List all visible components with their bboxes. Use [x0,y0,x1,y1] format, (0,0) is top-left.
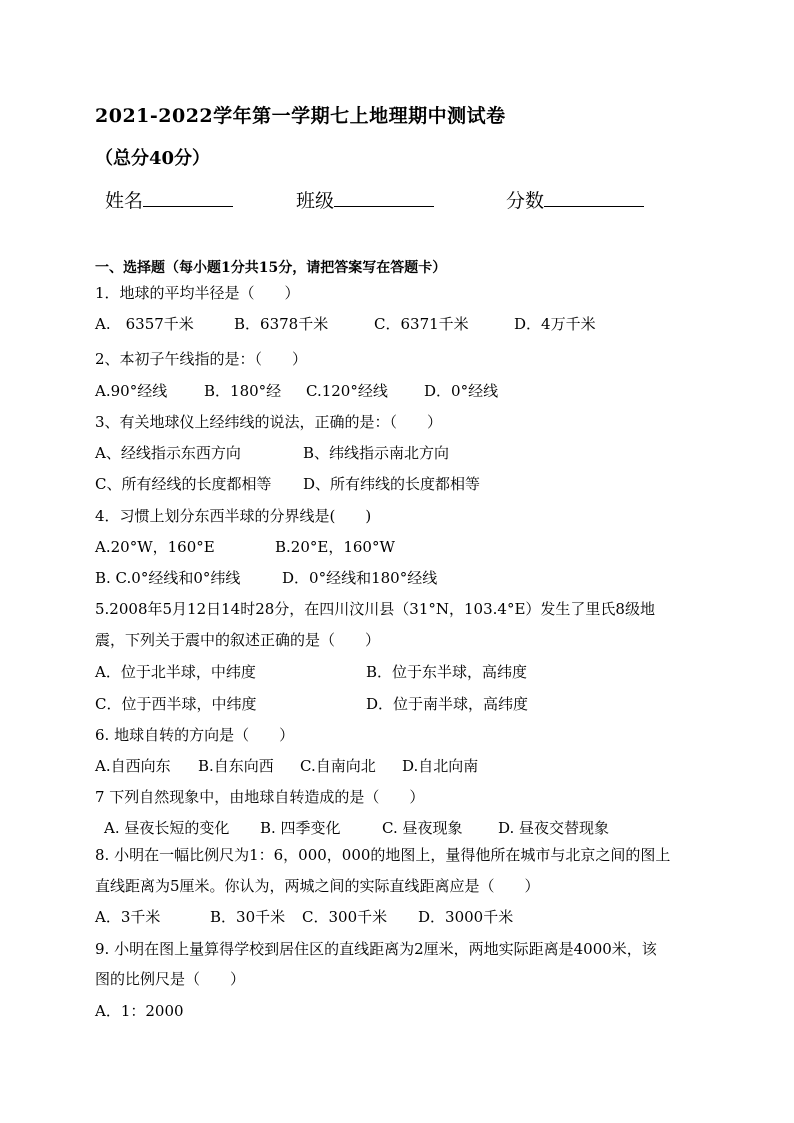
option: D．4万千米 [514,315,596,333]
class-label: 班级 [296,190,335,212]
option: A.20°W，160°E [95,538,215,556]
option: D．0°经线 [424,382,499,400]
option: C.120°经线 [306,382,388,400]
question-stem: 3、有关地球仪上经纬线的说法，正确的是：（ ） [95,413,443,431]
exam-title: 2021-2022学年第一学期七上地理期中测试卷 [95,105,506,127]
total-score-note: （总分40分） [95,148,211,169]
question-stem: 9. 小明在图上量算得学校到居住区的直线距离为2厘米，两地实际距离是4000米，该 [95,940,657,958]
name-field [105,188,233,213]
option: B、纬线指示南北方向 [303,444,450,462]
option: A.自西向东 [95,757,171,775]
question-stem-continued: 震，下列关于震中的叙述正确的是（ ） [95,631,381,649]
class-blank [334,188,434,207]
question-stem: 7 下列自然现象中，由地球自转造成的是（ ） [95,788,425,806]
name-blank [143,188,233,207]
question-stem-continued: 图的比例尺是（ ） [95,970,246,988]
option: D.自北向南 [402,757,479,775]
option: B．6378千米 [234,315,329,333]
score-field [506,188,644,213]
option: A. 6357千米 [95,315,194,333]
option: A. 昼夜长短的变化 [104,819,230,837]
question-stem: 4．习惯上划分东西半球的分界线是( ) [95,507,372,525]
score-label: 分数 [506,190,545,212]
option: C．6371千米 [374,315,469,333]
option: B. C.0°经线和0°纬线 [95,569,241,587]
option: B. 四季变化 [260,819,341,837]
option: C、所有经线的长度都相等 [95,475,272,493]
option: B．180°经 [204,382,282,400]
option: A．3千米 [95,908,161,926]
name-label: 姓名 [105,190,144,212]
question-stem: 6. 地球自转的方向是（ ） [95,726,295,744]
option: B．30千米 [210,908,286,926]
option: D、所有纬线的长度都相等 [303,475,481,493]
question-stem: 2、本初子午线指的是：（ ） [95,350,308,368]
option: C．300千米 [302,908,388,926]
option: D. 昼夜交替现象 [498,819,610,837]
option: A．位于北半球，中纬度 [95,663,256,681]
option: B．位于东半球，高纬度 [366,663,528,681]
question-stem-continued: 直线距离为5厘米。你认为，两城之间的实际直线距离应是（ ） [95,877,540,895]
class-field [296,188,434,213]
option: B.20°E，160°W [275,538,395,556]
option: C.自南向北 [300,757,376,775]
section-heading: 一、选择题（每小题1分共15分，请把答案写在答题卡） [95,260,447,276]
option: C．位于西半球，中纬度 [95,695,257,713]
question-stem: 1．地球的平均半径是（ ） [95,284,300,302]
option: D．3000千米 [418,908,514,926]
score-blank [544,188,644,207]
option: C. 昼夜现象 [382,819,463,837]
option: A．1：2000 [95,1002,184,1020]
option: D．位于南半球，高纬度 [366,695,529,713]
option: D．0°经线和180°经线 [282,569,438,587]
option: B.自东向西 [198,757,274,775]
question-stem: 5.2008年5月12日14时28分，在四川汶川县（31°N，103.4°E）发生了里氏8级地 [95,600,655,618]
option: A、经线指示东西方向 [95,444,241,462]
option: A.90°经线 [95,382,168,400]
question-stem: 8. 小明在一幅比例尺为1：6，000，000的地图上，量得他所在城市与北京之间的图上 [95,846,671,864]
